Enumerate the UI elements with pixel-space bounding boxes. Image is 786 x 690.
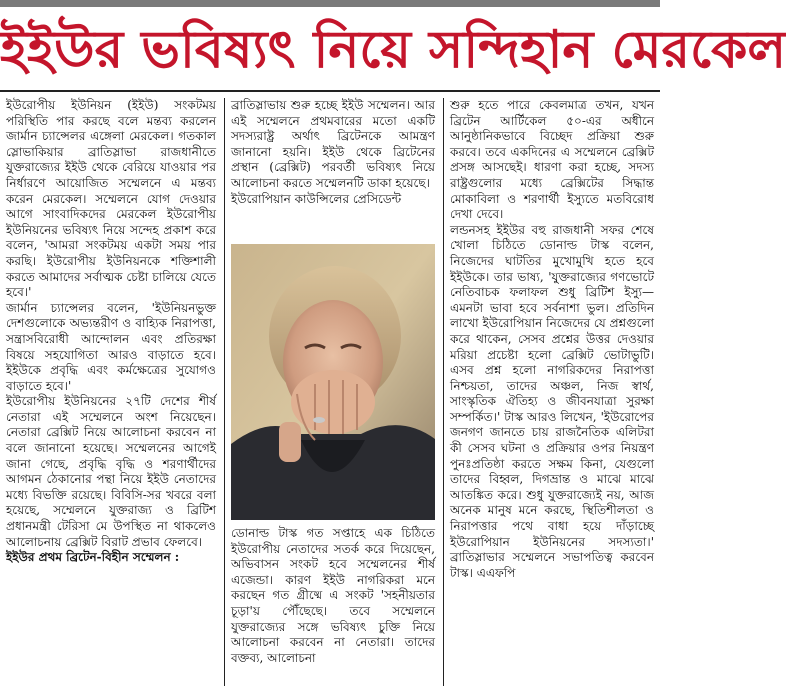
portrait-photo xyxy=(231,244,435,520)
portrait-photo-icon xyxy=(231,244,435,520)
article-paragraph: জার্মান চ্যান্সেলর বলেন, 'ইউনিয়নভুক্ত দেশগুলোকে অভ্যন্তরীণ ও বাহ্যিক নিরাপত্তা, সন্ত্রাসবিরোধী আন্দোলন এবং প্রতিরক্ষা বিষয়ে সহযোগিতা আরও বাড়াতে হবে। ইইউকে প্রবৃদ্ধি এবং কর্মক্ষেত্রের সুযোগও বাড়াতে হবে।' xyxy=(6,300,216,393)
headline-divider xyxy=(0,90,660,92)
article-paragraph: ব্রাতিস্লাভায় শুরু হচ্ছে ইইউ সম্মেলন। আর এই সম্মেলনে প্রথমবারের মতো একটি সদস্যরাষ্ট্র অর্থাৎ ব্রিটেনকে আমন্ত্রণ জানানো হয়নি। ইইউ থেকে ব্রিটেনের প্রস্থান (ব্রেক্সিট) পরবর্তী ভবিষ্যৎ নিয়ে আলোচনা করতে সম্মেলনটি ডাকা হয়েছে। xyxy=(231,98,435,190)
article-paragraph: ইউরোপীয় ইউনিয়নের ২৭টি দেশের শীর্ষ নেতারা এই সম্মেলনে অংশ নিয়েছেন। নেতারা ব্রেক্সিট নিয়ে আলোচনা করবেন না বলে জানানো হয়েছে। সম্মেলনের আগেই জানা গেছে, প্রবৃদ্ধি বৃদ্ধি ও শরণার্থীদের আগমন ঠেকানোর পন্থা নিয়ে ইইউ নেতাদের মধ্যে বিভক্তি রয়েছে। বিবিসি-সর খবরে বলা হয়েছে, সম্মেলনে যুক্তরাজ্য ও ব্রিটিশ প্রধানমন্ত্রী টেরিসা মে উপস্থিত না থাকলেও আলোচনায় ব্রেক্সিট বিরাট প্রভাব ফেলবে। xyxy=(6,394,216,549)
headline: ইইউর ভবিষ্যৎ নিয়ে সন্দিহান মেরকেল xyxy=(0,20,786,80)
article-subheading: ইইউর প্রথম ব্রিটেন-বিহীন সম্মেলন : xyxy=(6,550,180,565)
article-column-middle-bottom xyxy=(231,526,435,686)
column-rule-left xyxy=(224,98,225,686)
article-paragraph: ডোনাল্ড টাস্ক গত সপ্তাহে এক চিঠিতে ইউরোপীয় নেতাদের সতর্ক করে দিয়েছেন, অভিবাসন সংকট হবে সম্মেলনের শীর্ষ এজেন্ডা। কারণ ইইউ নাগরিকরা মনে করছেন গত গ্রীষ্মে এ সংকট 'সহনীয়তার চূড়া'য় পৌঁছেছে। তবে সম্মেলনে যুক্তরাজ্যের সঙ্গে ভবিষ্যৎ চুক্তি নিয়ে আলোচনা করবেন না নেতারা। তাদের বক্তব্য, আলোচনা xyxy=(231,526,435,665)
article-column-left xyxy=(6,98,216,686)
column-rule-right xyxy=(443,98,444,686)
article-paragraph: শুরু হতে পারে কেবলমাত্র তখন, যখন ব্রিটেন আর্টিকেল ৫০-এর অধীনে আনুষ্ঠানিকভাবে বিচ্ছেদ প্রক্রিয়া শুরু করবে। তবে একদিনের এ সম্মেলনে ব্রেক্সিট প্রসঙ্গ আসছেই। ধারণা করা হচ্ছে, সদস্য রাষ্ট্রগুলোর মধ্যে ব্রেক্সিটের সিদ্ধান্ত মোকাবিলা ও শরণার্থী ইস্যুতে মতবিরোধ দেখা দেবে। xyxy=(450,98,654,222)
top-rule xyxy=(0,0,660,7)
article-paragraph: ইউরোপীয় ইউনিয়ন (ইইউ) সংকটময় পরিস্থিতি পার করছে বলে মন্তব্য করলেন জার্মান চ্যান্সেলর এঙ্গেলা মেরকেল। গতকাল স্লোভাকিয়ার ব্রাতিস্লাভা রাজধানীতে যুক্তরাজ্যের ইইউ থেকে বেরিয়ে যাওয়ার পর নির্ধারণে আয়োজিত সম্মেলনে এ মন্তব্য করেন মেরকেল। সম্মেলনে যোগ দেওয়ার আগে সাংবাদিকদের মেরকেল ইউরোপীয় ইউনিয়নের ভবিষ্যৎ নিয়ে সন্দেহ প্রকাশ করে বলেন, 'আমরা সংকটময় একটা সময় পার করছি। ইউরোপীয় ইউনিয়নকে শক্তিশালী করতে আমাদের সর্বাত্মক চেষ্টা চালিয়ে যেতে হবে।' xyxy=(6,98,216,300)
article-paragraph: লন্ডনসহ ইইউর বহু রাজধানী সফর শেষে খোলা চিঠিতে ডোনাল্ড টাস্ক বলেন, নিজেদের ঘাটতির মুখোমুখি হতে হবে ইইউকে। তার ভাষ্য, 'যুক্তরাজ্যের গণভোটে নেতিবাচক ফলাফল শুধু ব্রিটিশ ইস্যু—এমনটা ভাবা হবে সর্বনাশা ভুল। প্রতিদিন লাখো ইউরোপিয়ান নিজেদের যে প্রশ্নগুলো করে থাকেন, সেসব প্রশ্নের উত্তর দেওয়ার মরিয়া প্রচেষ্টা হলো ব্রেক্সিট ভোটাভুটি। এসব প্রশ্ন হলো নাগরিকদের নিরাপত্তা নিশ্চয়তা, তাদের অঞ্চল, নিজ স্বার্থ, সাংস্কৃতিক ঐতিহ্য ও জীবনযাত্রা সুরক্ষা সম্পর্কিত।' টাস্ক আরও লিখেন, 'ইউরোপের জনগণ জানতে চায় রাজনৈতিক এলিটরা কী সেসব ঘটনা ও প্রক্রিয়ার ওপর নিয়ন্ত্রণ পুনঃপ্রতিষ্ঠা করতে সক্ষম কিনা, যেগুলো তাদের বিহ্বল, দিগভ্রান্ত ও মাঝে মাঝে আতঙ্কিত করে। শুধু যুক্তরাজ্যেই নয়, আজ অনেক মানুষ মনে করছে, স্থিতিশীলতা ও নিরাপত্তার পথে বাধা হয়ে দাঁড়াচ্ছে ইউরোপিয়ান ইউনিয়নের সদস্যতা।' ব্রাতিস্লাভার সম্মেলনে সভাপতিত্ব করবেন টাস্ক। এএফপি xyxy=(450,222,654,580)
article-column-right xyxy=(450,98,654,686)
article-paragraph: ইউরোপিয়ান কাউন্সিলের প্রেসিডেন্ট xyxy=(231,191,402,206)
article-column-middle-top xyxy=(231,98,435,254)
